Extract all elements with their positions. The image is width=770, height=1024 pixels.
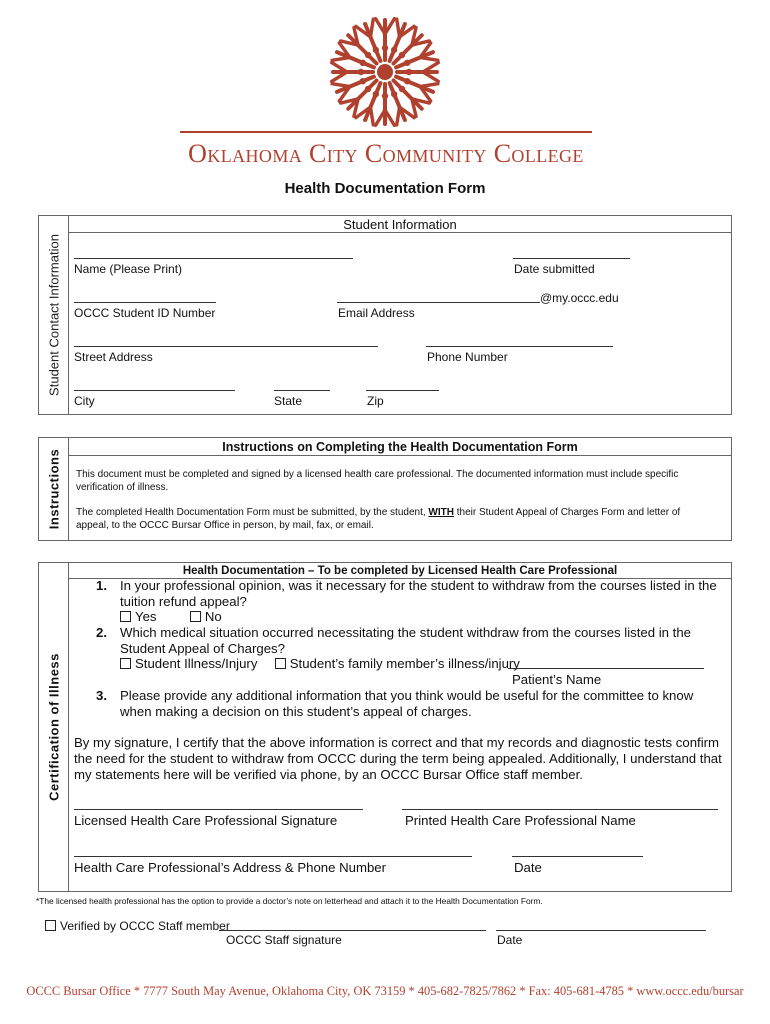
logo-ray-branch xyxy=(332,84,350,87)
student-side-strip xyxy=(39,216,69,414)
q1-no-checkbox[interactable] xyxy=(190,611,201,622)
zip-field[interactable] xyxy=(366,390,439,391)
staff-date-label: Date xyxy=(497,933,523,947)
question-3-text: Please provide any additional information that you think would be useful for the committee to know when making a decision on this student’s appeal of charges. xyxy=(120,688,694,719)
professional-address-label: Health Care Professional’s Address & Phone Number xyxy=(74,860,387,875)
student-side-label: Student Contact Information xyxy=(46,234,61,396)
email-suffix: @my.occc.edu xyxy=(540,291,619,305)
logo-dot xyxy=(360,60,366,66)
question-2-number: 2. xyxy=(96,625,107,640)
student-id-field[interactable] xyxy=(74,302,216,303)
logo-dot xyxy=(391,47,397,53)
student-section-title: Student Information xyxy=(69,216,731,233)
logo-dot xyxy=(399,52,405,58)
instructions-p2-emphasis: WITH xyxy=(428,507,454,518)
q2-family-illness-checkbox[interactable] xyxy=(275,658,286,669)
email-label: Email Address xyxy=(338,306,415,320)
question-2-options xyxy=(120,656,520,672)
verified-row xyxy=(45,919,230,933)
name-field[interactable] xyxy=(74,258,353,259)
logo-dot xyxy=(373,47,379,53)
logo-dot xyxy=(404,78,410,84)
certification-statement: By my signature, I certify that the above information is correct and that my records and diagnostic tests confirm the need for the student to withdraw from OCCC during the term being appealed. Additionally, I understand that my statements here will be verified via phone, by an OCCC Bursar Office staff member. xyxy=(74,735,722,782)
instructions-p2-after: their Student Appeal of Charges Form and letter of appeal, to the OCCC Bursar Office in person, by mail, fax, or email. xyxy=(76,507,681,531)
logo-dot xyxy=(365,86,371,92)
printed-name-field[interactable] xyxy=(402,809,718,810)
city-field[interactable] xyxy=(74,390,235,391)
college-logo-icon xyxy=(300,8,470,136)
question-1-number: 1. xyxy=(96,578,107,593)
printed-name-label: Printed Health Care Professional Name xyxy=(405,813,636,828)
question-1-options xyxy=(120,609,222,625)
logo-ray-branch xyxy=(370,107,373,125)
professional-address-field[interactable] xyxy=(74,856,472,857)
phone-label: Phone Number xyxy=(427,350,508,364)
street-address-field[interactable] xyxy=(74,346,378,347)
instructions-title: Instructions on Completing the Health Documentation Form xyxy=(69,438,731,456)
footer-contact: OCCC Bursar Office * 7777 South May Avenue, Oklahoma City, OK 73159 * 405-682-7825/7862 * Fax: 405-681-4785 * www.occc.edu/bursar xyxy=(26,984,744,998)
logo-ray-branch xyxy=(397,107,400,125)
q1-no-label: No xyxy=(204,609,222,624)
instructions-side-strip xyxy=(39,438,69,540)
logo-dot xyxy=(382,93,388,99)
footnote: *The licensed health professional has the option to provide a doctor’s note on letterhead and attach it to the Health Documentation Form. xyxy=(36,896,543,906)
professional-date-field[interactable] xyxy=(512,856,643,857)
professional-signature-field[interactable] xyxy=(74,809,363,810)
logo-dot xyxy=(404,60,410,66)
staff-date-field[interactable] xyxy=(496,930,706,931)
state-field[interactable] xyxy=(274,390,330,391)
instructions-section xyxy=(38,437,732,541)
q1-yes-checkbox[interactable] xyxy=(120,611,131,622)
professional-date-label: Date xyxy=(514,860,542,875)
logo-dot xyxy=(406,69,412,75)
q2-student-illness-label: Student Illness/Injury xyxy=(135,656,258,671)
logo-ray-branch xyxy=(420,84,438,87)
patient-name-label: Patient’s Name xyxy=(512,672,602,687)
certification-side-label: Certification of Illness xyxy=(46,653,61,801)
phone-field[interactable] xyxy=(426,346,613,347)
state-label: State xyxy=(274,394,303,408)
question-2-text: Which medical situation occurred necessitating the student withdraw from the courses listed in the Student Appeal of Charges? xyxy=(120,625,692,656)
logo-dot xyxy=(399,86,405,92)
logo-dot xyxy=(365,52,371,58)
college-name: Oklahoma City Community College xyxy=(188,139,584,168)
verified-label: Verified by OCCC Staff member xyxy=(60,919,230,933)
logo-ray-branch xyxy=(332,57,350,60)
instructions-p2-before: The completed Health Documentation Form must be submitted, by the student, xyxy=(76,507,429,518)
verified-checkbox[interactable] xyxy=(45,920,56,931)
logo-ray-branch xyxy=(370,19,373,37)
logo-dot xyxy=(391,91,397,97)
zip-label: Zip xyxy=(367,394,384,408)
certification-side-strip xyxy=(39,563,69,891)
q2-family-illness-label: Student’s family member’s illness/injury xyxy=(289,656,520,671)
question-1-text: In your professional opinion, was it necessary for the student to withdraw from the courses listed in the tuition refund appeal? xyxy=(120,578,717,609)
form-title: Health Documentation Form xyxy=(284,180,486,197)
street-address-label: Street Address xyxy=(74,350,153,364)
question-3-number: 3. xyxy=(96,688,107,703)
email-field[interactable] xyxy=(337,302,540,303)
logo-dot xyxy=(358,69,364,75)
staff-signature-label: OCCC Staff signature xyxy=(226,933,342,947)
logo-dot xyxy=(360,78,366,84)
certification-title: Health Documentation – To be completed by Licensed Health Care Professional xyxy=(69,563,731,579)
staff-signature-field[interactable] xyxy=(219,930,486,931)
logo-dot xyxy=(373,91,379,97)
logo-ray-branch xyxy=(397,19,400,37)
logo-ray-branch xyxy=(420,57,438,60)
instructions-paragraph-1: This document must be completed and signed by a licensed health care professional. The documented information must include specific verification of illness. xyxy=(76,469,679,493)
logo-dot xyxy=(382,45,388,51)
logo-divider xyxy=(180,131,592,133)
student-id-label: OCCC Student ID Number xyxy=(74,306,216,320)
patient-name-field[interactable] xyxy=(508,668,704,669)
instructions-paragraph-2 xyxy=(76,506,712,532)
city-label: City xyxy=(74,394,95,408)
instructions-side-label: Instructions xyxy=(46,448,61,530)
name-label: Name (Please Print) xyxy=(74,262,183,276)
date-submitted-field[interactable] xyxy=(513,258,630,259)
q1-yes-label: Yes xyxy=(135,609,157,624)
date-submitted-label: Date submitted xyxy=(514,262,595,276)
professional-signature-label: Licensed Health Care Professional Signature xyxy=(74,813,338,828)
q2-student-illness-checkbox[interactable] xyxy=(120,658,131,669)
